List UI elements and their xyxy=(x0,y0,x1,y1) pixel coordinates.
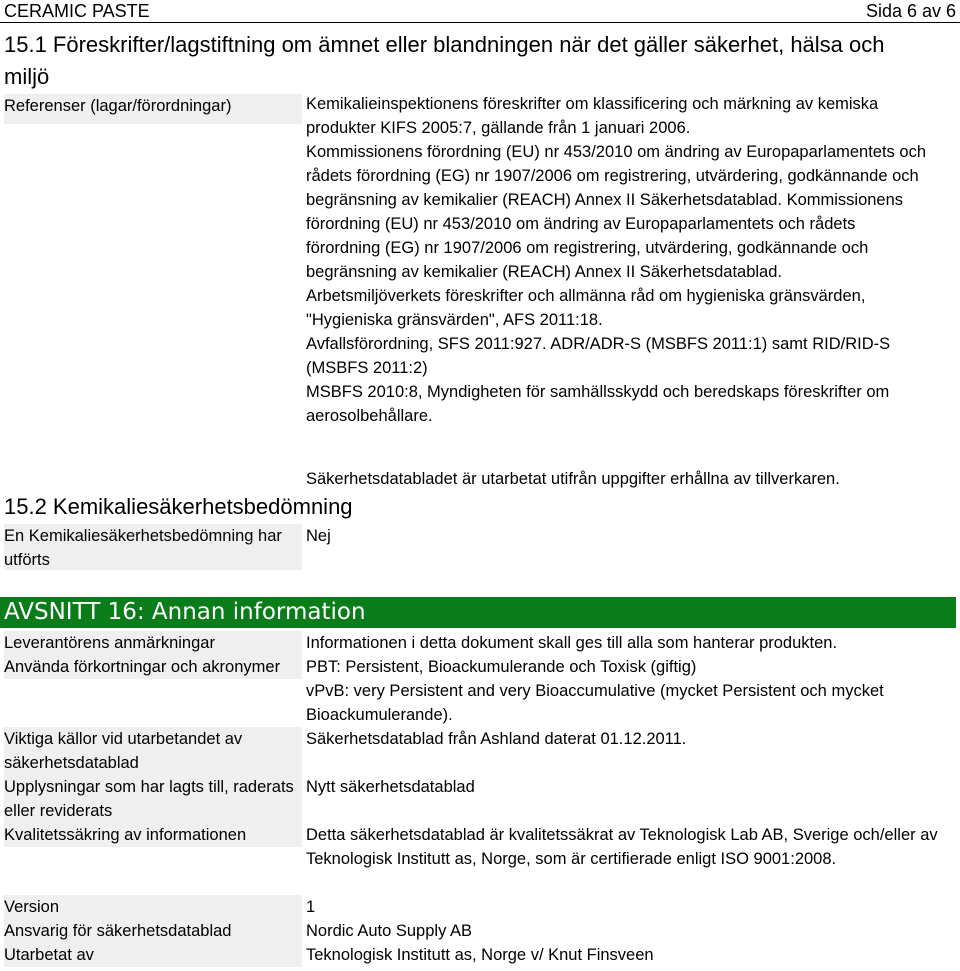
row-label: Upplysningar som har lagts till, raderats eller reviderats xyxy=(4,775,302,823)
row-value xyxy=(306,823,946,871)
row-label: Kvalitetssäkring av informationen xyxy=(4,823,302,847)
row-value-line: Säkerhetsdatablad från Ashland daterat 01.12.2011. xyxy=(306,730,687,748)
references-label: Referenser (lagar/förordningar) xyxy=(4,94,302,124)
reference-item: Kemikalieinspektionens föreskrifter om klassificering och märkning av kemiska produkter KIFS 2005:7, gällande från 1 januari 2006. xyxy=(306,95,879,137)
assessment-value: Nej xyxy=(306,527,331,545)
row-value-line: Detta säkerhetsdatablad är kvalitetssäkrat av Teknologisk Lab AB, Sverige och/eller av Teknologisk Institutt as, Norge, som är certifierade enligt ISO 9001:2008. xyxy=(306,826,938,868)
row-value-line: Teknologisk Institutt as, Norge v/ Knut Finsveen xyxy=(306,946,654,964)
row-value xyxy=(306,895,946,919)
section-15-1-title: 15.1 Föreskrifter/lagstiftning om ämnet eller blandningen när det gäller säkerhet, hälsa och miljö xyxy=(4,32,885,89)
row-label: Använda förkortningar och akronymer xyxy=(4,655,302,679)
row-label: Utarbetat av xyxy=(4,943,302,967)
row-value xyxy=(306,919,946,943)
row-value xyxy=(306,775,946,799)
section-15-2-title: 15.2 Kemikaliesäkerhetsbedömning xyxy=(4,494,353,519)
row-value-line: Nytt säkerhetsdatablad xyxy=(306,778,475,796)
reference-item: MSBFS 2010:8, Myndigheten för samhällsskydd och beredskaps föreskrifter om aerosolbehållare. xyxy=(306,383,890,425)
assessment-label: En Kemikaliesäkerhetsbedömning har utförts xyxy=(4,524,302,570)
reference-item: Avfallsförordning, SFS 2011:927. ADR/ADR-S (MSBFS 2011:1) samt RID/RID-S (MSBFS 2011:2) xyxy=(306,335,891,377)
page-number: Sida 6 av 6 xyxy=(865,1,956,21)
reference-item: Kommissionens förordning (EU) nr 453/2010 om ändring av Europaparlamentets och rådets förordning (EG) nr 1907/2006 om registrering, utvärdering, godkännande och begränsning av kemikalier (REACH) Annex II Säkerhetsdatablad. Kommissionens förordning (EU) nr 453/2010 om ändring av Europaparlamentets och rådets förordning (EG) nr 1907/2006 om registrering, utvärdering, godkännande och begränsning av kemikalier (REACH) Annex II Säkerhetsdatablad. xyxy=(306,143,926,281)
references-closing-note: Säkerhetsdatabladet är utarbetat utifrån uppgifter erhållna av tillverkaren. xyxy=(306,470,840,488)
row-value-line: vPvB: very Persistent and very Bioaccumulative (mycket Persistent och mycket Bioackumulerande). xyxy=(306,682,884,724)
references-list xyxy=(306,92,931,428)
row-label: Ansvarig för säkerhetsdatablad xyxy=(4,919,302,943)
row-value xyxy=(306,727,946,751)
row-value xyxy=(306,655,946,727)
row-value-line: 1 xyxy=(306,898,316,916)
row-value-line: Nordic Auto Supply AB xyxy=(306,922,473,940)
row-label: Version xyxy=(4,895,302,919)
row-value-line: PBT: Persistent, Bioackumulerande och Toxisk (giftig) xyxy=(306,658,697,676)
row-value xyxy=(306,943,946,967)
product-name: CERAMIC PASTE xyxy=(4,1,150,21)
reference-item: Arbetsmiljöverkets föreskrifter och allmänna råd om hygieniska gränsvärden, "Hygieniska gränsvärden", AFS 2011:18. xyxy=(306,287,866,329)
row-value xyxy=(306,631,946,655)
row-label: Leverantörens anmärkningar xyxy=(4,631,302,655)
page-header xyxy=(0,0,960,23)
row-value-line: Informationen i detta dokument skall ges till alla som hanterar produkten. xyxy=(306,634,838,652)
row-label: Viktiga källor vid utarbetandet av säkerhetsdatablad xyxy=(4,727,302,775)
section-16-title: AVSNITT 16: Annan information xyxy=(0,597,956,628)
